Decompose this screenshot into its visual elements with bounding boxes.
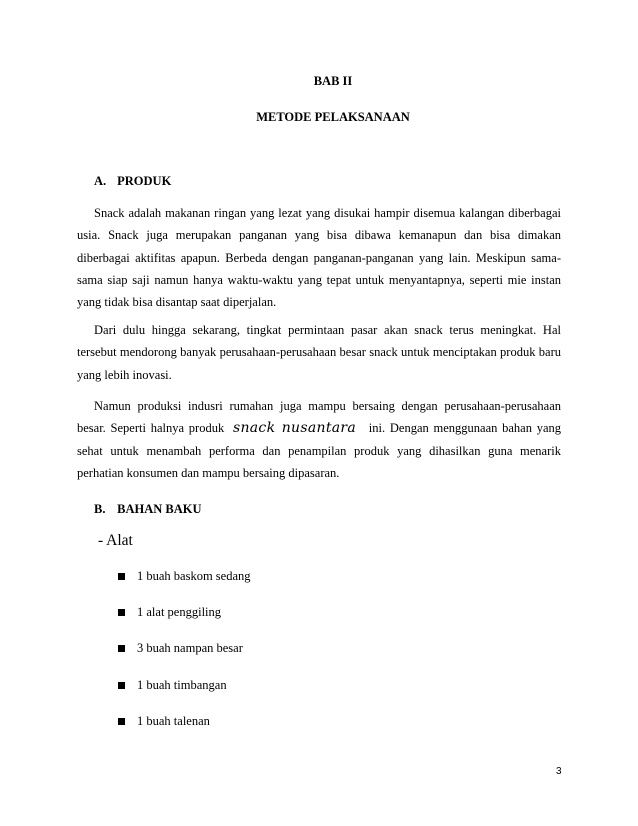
section-b-heading (94, 502, 202, 517)
section-b-title: BAHAN BAKU (117, 502, 202, 516)
section-a-title: PRODUK (117, 174, 172, 188)
list-item-label: 1 buah baskom sedang (137, 569, 251, 583)
section-a-number: A. (94, 174, 107, 188)
chapter-number: BAB II (313, 74, 353, 88)
tools-subheading: - Alat (98, 532, 133, 549)
page-number: 3 (556, 766, 562, 777)
list-item-label: 1 buah timbangan (137, 677, 227, 692)
list-item (118, 678, 251, 714)
list-item-label: 1 alat penggiling (137, 605, 222, 620)
section-a-heading (94, 174, 171, 189)
paragraph-home-industry (77, 395, 561, 484)
list-item-label: 3 buah nampan besar (137, 641, 243, 656)
product-name-snack-nusantara: snack nusantara (232, 420, 357, 437)
tools-list (118, 569, 251, 750)
square-bullet-icon (118, 645, 125, 652)
paragraph-home-industry-part2: ini. Dengan menggunaan bahan yang sehat untuk menambah performa dan penampilan produk yang dihasilkan guna menarik perhatian konsumen dan mampu bersaing dipasaran. (77, 421, 562, 480)
chapter-title: METODE PELAKSANAAN (256, 110, 410, 124)
paragraph-market-demand: Dari dulu hingga sekarang, tingkat permintaan pasar akan snack terus meningkat. Hal tersebut mendorong banyak perusahaan-perusahaan besar snack untuk menciptakan produk baru yang lebih inovasi. (77, 323, 561, 382)
list-item-label: 1 buah talenan (137, 713, 210, 728)
list-item (118, 605, 251, 641)
section-b-number: B. (94, 502, 106, 516)
paragraph-snack-definition: Snack adalah makanan ringan yang lezat yang disukai hampir disemua kalangan diberbagai usia. Snack juga merupakan panganan yang bisa dibawa kemanapun dan bisa dimakan diberbagai aktifitas apapun. Berbeda dengan panganan-panganan yang lain. Meskipun sama-sama siap saji namun hanya waktu-waktu yang tepat untuk menyantapnya, seperti mie instan yang tidak bisa disantap saat diperjalan. (77, 206, 561, 310)
list-item (118, 569, 251, 605)
square-bullet-icon (118, 718, 125, 725)
square-bullet-icon (118, 682, 125, 689)
paragraph-home-industry-part1: Namun produksi indusri rumahan juga mampu bersaing dengan perusahaan-perusahaan besar. Seperti halnya produk (77, 399, 561, 436)
list-item (118, 714, 251, 750)
square-bullet-icon (118, 573, 125, 580)
square-bullet-icon (118, 609, 125, 616)
list-item (118, 641, 251, 677)
